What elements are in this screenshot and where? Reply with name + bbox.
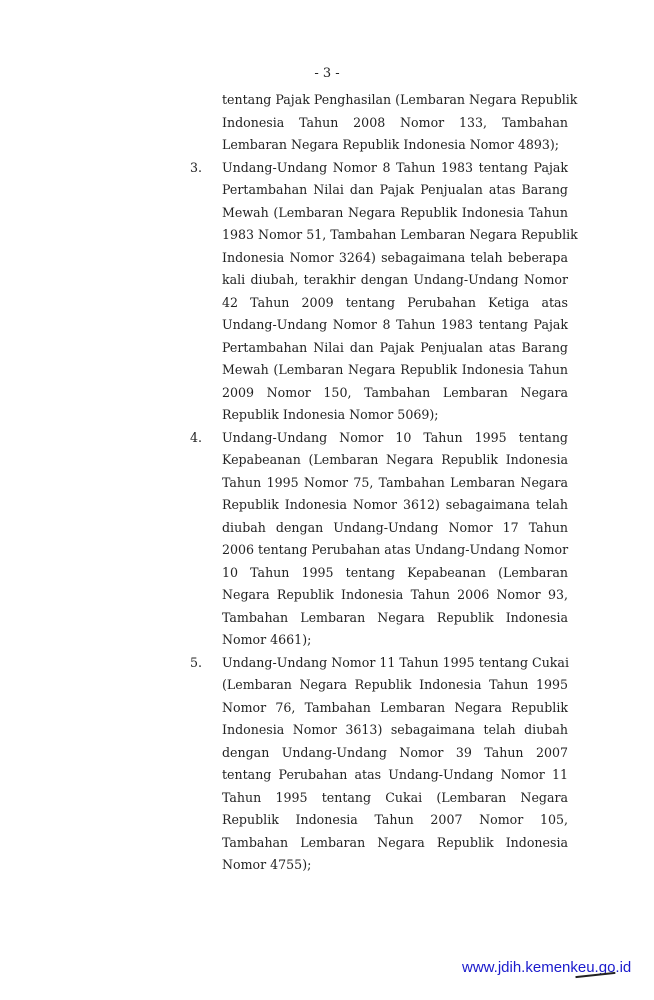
text-line: Negara Republik Indonesia Tahun 2006 Nomor 93, [222,587,568,602]
text-line: Nomor 76, Tambahan Lembaran Negara Republik [222,699,568,715]
text-line: Lembaran Negara Republik Indonesia Nomor 4893); [222,137,560,152]
text-line: Kepabeanan (Lembaran Negara Republik Indonesia [222,452,568,467]
text-line: kali diubah, terakhir dengan Undang-Undang Nomor [222,272,568,287]
text-line: Republik Indonesia Nomor 3612) sebagaimana telah [222,497,568,512]
text-line: Undang-Undang Nomor 10 Tahun 1995 tentang [222,429,568,445]
text-line: 10 Tahun 1995 tentang Kepabeanan (Lembaran [222,564,568,580]
document-body [0,89,654,877]
text-line: Nomor 4661); [222,632,312,647]
text-line: 42 Tahun 2009 tentang Perubahan Ketiga atas [222,294,568,310]
text-line: Mewah (Lembaran Negara Republik Indonesia Tahun [222,362,568,377]
list-item [0,157,654,427]
intro-paragraph [0,89,654,157]
text-line: Pertambahan Nilai dan Pajak Penjualan atas Barang [222,339,568,355]
text-line: Nomor 4755); [222,857,312,872]
text-line: Republik Indonesia Nomor 5069); [222,407,439,422]
text-line: dengan Undang-Undang Nomor 39 Tahun 2007 [222,744,568,760]
page-number: - 3 - [314,66,340,81]
list-item-number: 5. [190,654,203,670]
text-line: Tahun 1995 Nomor 75, Tambahan Lembaran Negara [222,474,568,490]
list-item-number: 3. [190,159,203,175]
text-line: Republik Indonesia Tahun 2007 Nomor 105, [222,812,568,827]
text-line: Tambahan Lembaran Negara Republik Indonesia [222,609,568,625]
text-line: 1983 Nomor 51, Tambahan Lembaran Negara Republik [222,227,578,242]
text-line: 2009 Nomor 150, Tambahan Lembaran Negara [222,384,568,400]
text-line: Indonesia Nomor 3264) sebagaimana telah beberapa [222,249,568,265]
text-line: Indonesia Nomor 3613) sebagaimana telah diubah [222,722,568,737]
text-line: Indonesia Tahun 2008 Nomor 133, Tambahan [222,114,568,130]
text-line: Mewah (Lembaran Negara Republik Indonesia Tahun [222,204,568,220]
list-item [0,427,654,652]
text-line: 2006 tentang Perubahan atas Undang-Undang Nomor [222,542,569,557]
text-line: diubah dengan Undang-Undang Nomor 17 Tahun [222,519,568,535]
list-item-number: 4. [190,429,203,445]
text-line: Undang-Undang Nomor 8 Tahun 1983 tentang Pajak [222,317,568,332]
list-item [0,652,654,877]
text-line: tentang Pajak Penghasilan (Lembaran Negara Republik [222,92,578,107]
text-line: Undang-Undang Nomor 11 Tahun 1995 tentang Cukai [222,654,569,670]
text-line: Pertambahan Nilai dan Pajak Penjualan atas Barang [222,182,568,197]
footer-link[interactable]: www.jdih.kemenkeu.go.id [462,959,632,976]
text-line: Tambahan Lembaran Negara Republik Indonesia [222,834,568,850]
text-line: Undang-Undang Nomor 8 Tahun 1983 tentang Pajak [222,159,568,175]
text-line: (Lembaran Negara Republik Indonesia Tahun 1995 [222,677,568,692]
text-line: Tahun 1995 tentang Cukai (Lembaran Negara [222,789,568,805]
text-line: tentang Perubahan atas Undang-Undang Nomor 11 [222,767,568,782]
